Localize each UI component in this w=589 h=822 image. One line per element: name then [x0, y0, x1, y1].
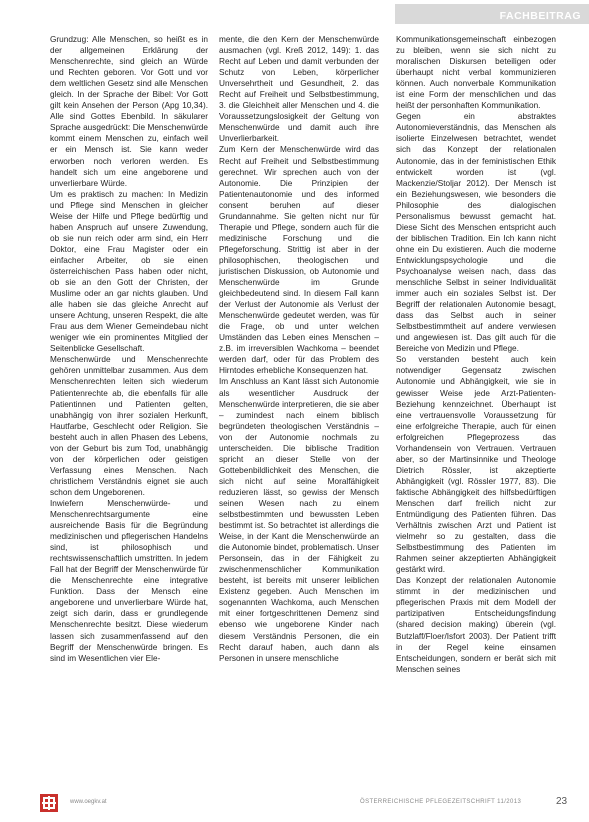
page-footer — [0, 790, 589, 822]
paragraph: Gegen ein abstraktes Autonomieverständnis, das Menschen als isolierte Einzelwesen betrachtet, wendet sich das Konzept der relationalen Autonomie, das in der feministischen Ethik entwickelt worden ist (vgl. Mackenzie/Stoljar 2012). Der Mensch ist ein Beziehungswesen, wie besonders die Philosophie des dialogischen Personalismus bewusst gemacht hat. Diese Sicht des Menschen entspricht auch der biblischen Tradition. Ein Ich kann nicht ohne ein Du existieren. Auch die moderne Entwicklungspsychologie und die Psychoanalyse weisen nach, dass das menschliche Selbst in seiner Individualität immer auch ein soziales Selbst ist. Der Begriff der relationalen Autonomie besagt, dass das Selbst auch in seiner Selbstbestimmtheit auf andere verwiesen und angewiesen ist. Das gilt auch für die Bereiche von Medizin und Pflege. — [396, 112, 556, 354]
paragraph: Menschenwürde und Menschenrechte gehören unmittelbar zusammen. Aus dem Menschenrechten leiten sich wiederum Patientenrechte ab, die ebenfalls für alle Patientinnen und Patienten gelten, unabhängig von ihrer sozialen Herkunft, Hautfarbe, Geschlecht oder Religion. Sie besteht auch in allen Phasen des Lebens, von der Geburt bis zum Tod, unabhängig von der körperlichen oder geistigen Verfassung eines Menschen. Nach christlichem Verständnis eignet sie auch schon dem Ungeborenen. — [50, 355, 208, 497]
footer-url: www.oegkv.at — [70, 799, 107, 805]
paragraph: Inwiefern Menschenwürde- und Menschenrechtsargumente eine ausreichende Basis für die Begründung medizinischen und pflegerischen Handelns sind, ist philosophisch und rechtswissenschaftlich umstritten. In jedem Fall hat der Begriff der Menschenwürde für die Menschenrechte eine integrative Funktion. Dass der Mensch eine angeborene und unverlierbare Würde hat, zeigt sich darin, dass er grundlegende Menschenrechte besitzt. Diese wiederum lassen sich zusammenfassend auf den Begriff der Menschenwürde bringen. Es sind im Wesentlichen vier Ele- — [50, 498, 208, 663]
paragraph: mente, die den Kern der Menschenwürde ausmachen (vgl. Kreß 2012, 149): 1. das Recht auf Leben und damit verbunden der Schutz von Leben, körperlicher Unversehrtheit und Gesundheit, 2. das Recht auf Freiheit und Selbstbestimmung, 3. die Gleichheit aller Menschen und 4. die Voraussetzungslosigkeit der Geltung von Menschenwürde und damit auch ihre Unverlierbarkeit. — [219, 35, 379, 144]
text-column-1 — [50, 34, 208, 664]
paragraph: Um es praktisch zu machen: In Medizin und Pflege sind Menschen in gleicher Weise der Hilfe und Pflege bedürftig und haben Anspruch auf unsere Zuwendung, ob sie nun reich oder arm sind, ein Herr Doktor, eine Frau Magister oder ein einfacher Arbeiter, ob sie einen österreichischen Pass haben oder nicht, ob sie an den Gott der Christen, der Muslime oder an gar nichts glauben. Und alle haben sie das gleiche Anrecht auf unsere Achtung, unseren Respekt, die alte Frau aus dem Wiener Gemeindebau nicht weniger wie ein prominentes Mitglied der Seitenblicke Gesellschaft. — [50, 189, 208, 354]
paragraph: Grundzug: Alle Menschen, so heißt es in der allgemeinen Erklärung der Menschenrechte, sind gleich an Würde und Rechten geboren. Vor Gott und vor dem weltlichen Gesetz sind alle Menschen gleich. In der Sprache der Bibel: Vor Gott gilt kein Ansehen der Person (Apg 10,34). Alle sind Gottes Ebenbild. In säkularer Sprache ausgedrückt: Die Menschenwürde kommt einem Menschen zu, einfach weil er ein Mensch ist. Sie kann weder erworben noch verloren werden. Es handelt sich um eine angeborene und unverlierbare Würde. — [50, 35, 208, 188]
page-header — [0, 0, 589, 24]
page-number: 23 — [556, 796, 568, 807]
oegkv-logo-icon — [40, 794, 58, 812]
header-strip — [395, 4, 589, 24]
text-column-3 — [396, 34, 556, 675]
paragraph: Das Konzept der relationalen Autonomie stimmt in der medizinischen und pflegerischen Praxis mit dem Modell der partizipativen Entscheidungsfindung (shared decision making) überein (vgl. Butzlaff/Floer/Isfort 2003). Der Patient trifft in der Regel keine einsamen Entscheidungen, sondern er berät sich mit Menschen seines — [396, 576, 556, 674]
section-label: FACHBEITRAG — [499, 10, 581, 22]
paragraph: Kommunikationsgemeinschaft einbezogen zu bleiben, wenn sie sich nicht zu moralischen Diskursen beteiligen oder überhaupt nicht verbal kommunizieren können. Auch nonverbale Kommunikation ist eine Form der menschlichen und das heißt der personhaften Kommunikation. — [396, 35, 556, 111]
paragraph: Zum Kern der Menschenwürde wird das Recht auf Freiheit und Selbstbestimmung gerechnet. Wir sprechen auch von der Autonomie. Die Prinzipien der Patientenautonomie und des informed consent beruhen auf dieser Grundannahme. Sie gelten nicht nur für Therapie und Pflege, sondern auch für die medizinische Forschung und die Pflegeforschung. Strittig ist aber in der philosophischen, theologischen und juristischen Diskussion, ob Autonomie und Menschenwürde im Grunde gleichbedeutend sind. In diesem Fall kann der Verlust der Autonomie als Verlust der Menschenwürde gedeutet werden, was für die Frage, ob und unter welchen Umständen das Leben eines Menschen – z.B. im irreversiblen Wachkoma – beendet werden darf, oder für das Problem des Hirntodes erhebliche Konsequenzen hat. — [219, 145, 379, 376]
paragraph: Im Anschluss an Kant lässt sich Autonomie als wesentlicher Ausdruck der Menschenwürde interpretieren, die sie aber – zumindest nach einem biblisch begründeten theologischen Verständnis – von der Autonomie nochmals zu unterscheiden. Die biblische Tradition spricht an dieser Stelle von der Gottebenbildlichkeit des Menschen, die sich nicht auf seine Moralfähigkeit reduzieren lässt, so gewiss der Mensch seinen Wesen nach zu einem selbstbestimmten und bewussten Leben bestimmt ist. So betrachtet ist allerdings die Weise, in der Kant die Menschenwürde an die Autonomie bindet, problematisch. Unser Personsein, das in der Fähigkeit zu zwischenmenschlicher Kommunikation besteht, ist bereits mit unserer leiblichen Existenz gegeben. Auch Menschen im sogenannten Wachkoma, auch Menschen mit einer fortgeschrittenen Demenz sind ebenso wie ungeborene Kinder nach diesem Verständnis Personen, die ein Recht darauf haben, auch dann als Personen in unsere menschliche — [219, 377, 379, 663]
footer-journal-title: ÖSTERREICHISCHE PFLEGEZEITSCHRIFT 11/2013 — [360, 799, 522, 805]
text-column-2 — [219, 34, 379, 664]
paragraph: So verstanden besteht auch kein notwendiger Gegensatz zwischen Autonomie und Abhängigkeit, wie sie in gewisser Weise jede Arzt-Patienten-Beziehung kennzeichnet. Überhaupt ist eine vertrauensvolle Voraussetzung für eine erfolgreiche Therapie, auch für einen erfolgreichen Pflegeprozess das Vorhandensein von Vertrauen. Vertrauen aber, so der Martinsinnike und Theologe Dietrich Rössler, ist akzeptierte Abhängigkeit (vgl. Rössler 1977, 83). Die faktische Abhängigkeit des hilfsbedürftigen Menschen darf freilich nicht zur Entmündigung des Patienten führen. Das Verhältnis zwischen Arzt und Patient ist vielmehr so zu gestalten, dass die Selbstbestimmung des Patienten im Rahmen seiner akzeptierten Abhängigkeit gestärkt wird. — [396, 355, 556, 575]
